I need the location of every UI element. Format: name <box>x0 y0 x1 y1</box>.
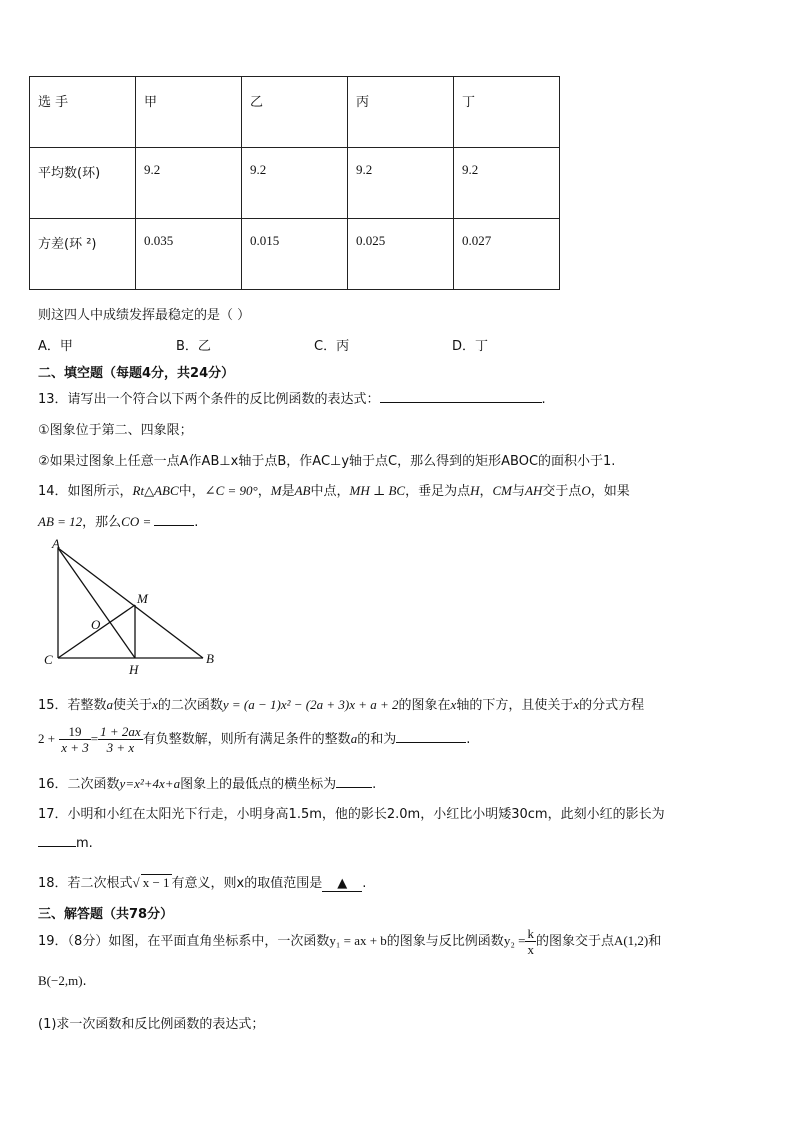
table-cell: 0.025 <box>348 219 454 290</box>
q14-text: 是 <box>281 484 295 499</box>
table-header-cell: 丁 <box>454 77 560 148</box>
q14-text: ， <box>479 484 493 499</box>
label-b: B <box>206 651 214 666</box>
q12-question: 则这四人中成绩发挥最稳定的是（ ） <box>38 308 251 323</box>
q14-angle: ∠C = 90° <box>204 483 258 498</box>
q14-triangle: Rt△ABC <box>132 483 179 498</box>
q15-text: 15．若整数 <box>38 698 107 713</box>
q14-triangle-figure <box>38 536 228 676</box>
q14-h: H <box>470 483 480 498</box>
q13-condition-2: ②如果过图象上任意一点A作AB⊥x轴于点B，作AC⊥y轴于点C，那么得到的矩形ABOC的面积小于1. <box>38 454 616 469</box>
q16-function: y=x²+4x+a <box>119 776 181 791</box>
q12-options <box>38 335 590 354</box>
q16-line <box>38 773 376 792</box>
table-header-cell: 乙 <box>242 77 348 148</box>
label-m: M <box>137 591 148 606</box>
q14-ah: AH <box>525 483 543 498</box>
table-row <box>30 219 560 290</box>
q14-text: 中， <box>178 484 205 499</box>
segment-ab <box>58 548 203 658</box>
q13-stem <box>38 388 546 407</box>
option-b[interactable]: B．乙 <box>176 339 211 354</box>
q19-text: 的图象与反比例函数 <box>386 934 504 949</box>
q19-point-b: B(−2,m) <box>38 973 83 988</box>
q14-text: 交于点 <box>542 484 582 499</box>
q18-line <box>38 872 366 892</box>
q14-answer-blank[interactable] <box>154 513 194 526</box>
q15-end: . <box>466 732 471 747</box>
q14-text: ， <box>257 484 271 499</box>
q18-text: 有意义，则x的取值范围是 <box>171 876 323 891</box>
q19-line2 <box>38 973 87 989</box>
q15-fraction-1 <box>59 724 91 755</box>
q15-text: 的分式方程 <box>579 698 645 713</box>
q14-cm: CM <box>492 483 512 498</box>
q15-line2 <box>38 724 470 755</box>
q18-answer-blank[interactable]: ▲ <box>322 876 362 892</box>
table-row <box>30 77 560 148</box>
table-row <box>30 148 560 219</box>
table-cell: 0.027 <box>454 219 560 290</box>
fraction-numerator: 1 + 2ax <box>100 724 141 739</box>
section-3-heading: 三、解答题（共78分） <box>38 907 174 922</box>
q14-m: M <box>270 483 282 498</box>
q13-stem-text: 13．请写出一个符合以下两个条件的反比例函数的表达式： <box>38 392 380 407</box>
q15-eq-left: 2 + <box>38 731 56 746</box>
q15-function: y = (a − 1)x² − (2a + 3)x + a + 2 <box>222 697 399 712</box>
q16-text: 图象上的最低点的横坐标为 <box>180 777 337 792</box>
q15-text: 使关于 <box>113 698 153 713</box>
table-cell: 9.2 <box>136 148 242 219</box>
table-header-cell: 甲 <box>136 77 242 148</box>
radical-sign: √ <box>132 875 140 890</box>
q15-a: a <box>106 697 114 712</box>
q19-line1 <box>38 926 661 957</box>
table-cell: 平均数(环) <box>30 148 136 219</box>
q19-inverse-function: y₂ = <box>503 933 526 948</box>
fraction-numerator: 19 <box>59 724 91 740</box>
q19-text: 的图象交于点 <box>535 934 614 949</box>
q14-line2 <box>38 511 198 530</box>
segment-ah <box>58 548 135 658</box>
fraction-denominator: 3 + x <box>106 740 135 755</box>
label-a: A <box>52 536 60 551</box>
label-h: H <box>129 662 139 676</box>
option-c[interactable]: C．丙 <box>314 339 350 354</box>
q19-fraction <box>525 926 536 957</box>
q15-text: 有负整数解，则所有满足条件的整数 <box>142 732 351 747</box>
q19-text: 19．（8分）如图，在平面直角坐标系中，一次函数 <box>38 934 330 949</box>
q14-o: O <box>581 483 591 498</box>
fraction-denominator: x <box>527 942 534 957</box>
score-table <box>29 76 560 290</box>
q19-end: . <box>82 974 87 989</box>
q15-a: a <box>350 731 358 746</box>
q19-linear-function: y₁ = ax + b <box>329 933 387 948</box>
table-cell: 0.015 <box>242 219 348 290</box>
q17-answer-blank[interactable] <box>38 834 76 847</box>
q16-text: 16．二次函数 <box>38 777 120 792</box>
table-cell: 0.035 <box>136 219 242 290</box>
table-cell: 9.2 <box>454 148 560 219</box>
section-2-heading: 二、填空题（每题4分，共24分） <box>38 366 235 381</box>
q18-text: 18．若二次根式 <box>38 876 133 891</box>
q17-end: m. <box>76 836 93 851</box>
table-cell: 方差(环 ²) <box>30 219 136 290</box>
q15-eq-sign: = <box>90 731 99 746</box>
option-a[interactable]: A．甲 <box>38 339 73 354</box>
q17-line2 <box>38 834 93 851</box>
table-header-cell: 丙 <box>348 77 454 148</box>
q14-text: 与 <box>511 484 525 499</box>
label-c: C <box>44 652 53 667</box>
q15-text: 的图象在 <box>398 698 451 713</box>
q15-text: 轴的下方，且使关于 <box>456 698 574 713</box>
table-cell: 9.2 <box>242 148 348 219</box>
q14-end: . <box>194 515 199 530</box>
q14-text: 14．如图所示， <box>38 484 133 499</box>
q14-text: ，如果 <box>590 484 630 499</box>
q17-line1: 17．小明和小红在太阳光下行走，小明身高1.5m，他的影长2.0m，小红比小明矮30cm，此刻小红的影长为 <box>38 807 665 822</box>
q19-text: 和 <box>648 934 662 949</box>
q18-radicand: x − 1 <box>142 875 170 890</box>
option-d[interactable]: D．丁 <box>452 339 489 354</box>
q19-point-a: A(1,2) <box>613 933 649 948</box>
q15-x: x <box>450 697 457 712</box>
q14-text: ，那么 <box>82 515 122 530</box>
q14-ab: AB <box>294 483 311 498</box>
q13-end: . <box>541 392 546 407</box>
q15-line1 <box>38 694 644 713</box>
q15-text: 的和为 <box>357 732 397 747</box>
q16-end: . <box>372 777 377 792</box>
fraction-denominator: x + 3 <box>61 740 89 755</box>
q15-fraction-2 <box>98 724 143 755</box>
q15-text: 的二次函数 <box>157 698 223 713</box>
q15-answer-blank[interactable] <box>396 730 466 743</box>
q16-answer-blank[interactable] <box>336 775 372 788</box>
q18-end: . <box>362 876 367 891</box>
q14-text: ，垂足为点 <box>405 484 471 499</box>
fraction-numerator: k <box>527 926 534 941</box>
q15-x: x <box>152 697 158 712</box>
q14-co: CO = <box>121 514 152 529</box>
table-cell: 9.2 <box>348 148 454 219</box>
q19-subquestion-1: (1)求一次函数和反比例函数的表达式； <box>38 1017 265 1032</box>
q14-text: 中点， <box>310 484 350 499</box>
q13-condition-1: ①图象位于第二、四象限； <box>38 423 193 438</box>
table-header-cell: 选 手 <box>30 77 136 148</box>
q14-given: AB = 12 <box>38 514 83 529</box>
label-o: O <box>91 617 101 632</box>
q13-answer-blank[interactable] <box>380 390 542 403</box>
q15-x: x <box>573 697 580 712</box>
q14-mh: MH ⊥ BC <box>349 483 406 498</box>
q14-line1 <box>38 480 630 499</box>
